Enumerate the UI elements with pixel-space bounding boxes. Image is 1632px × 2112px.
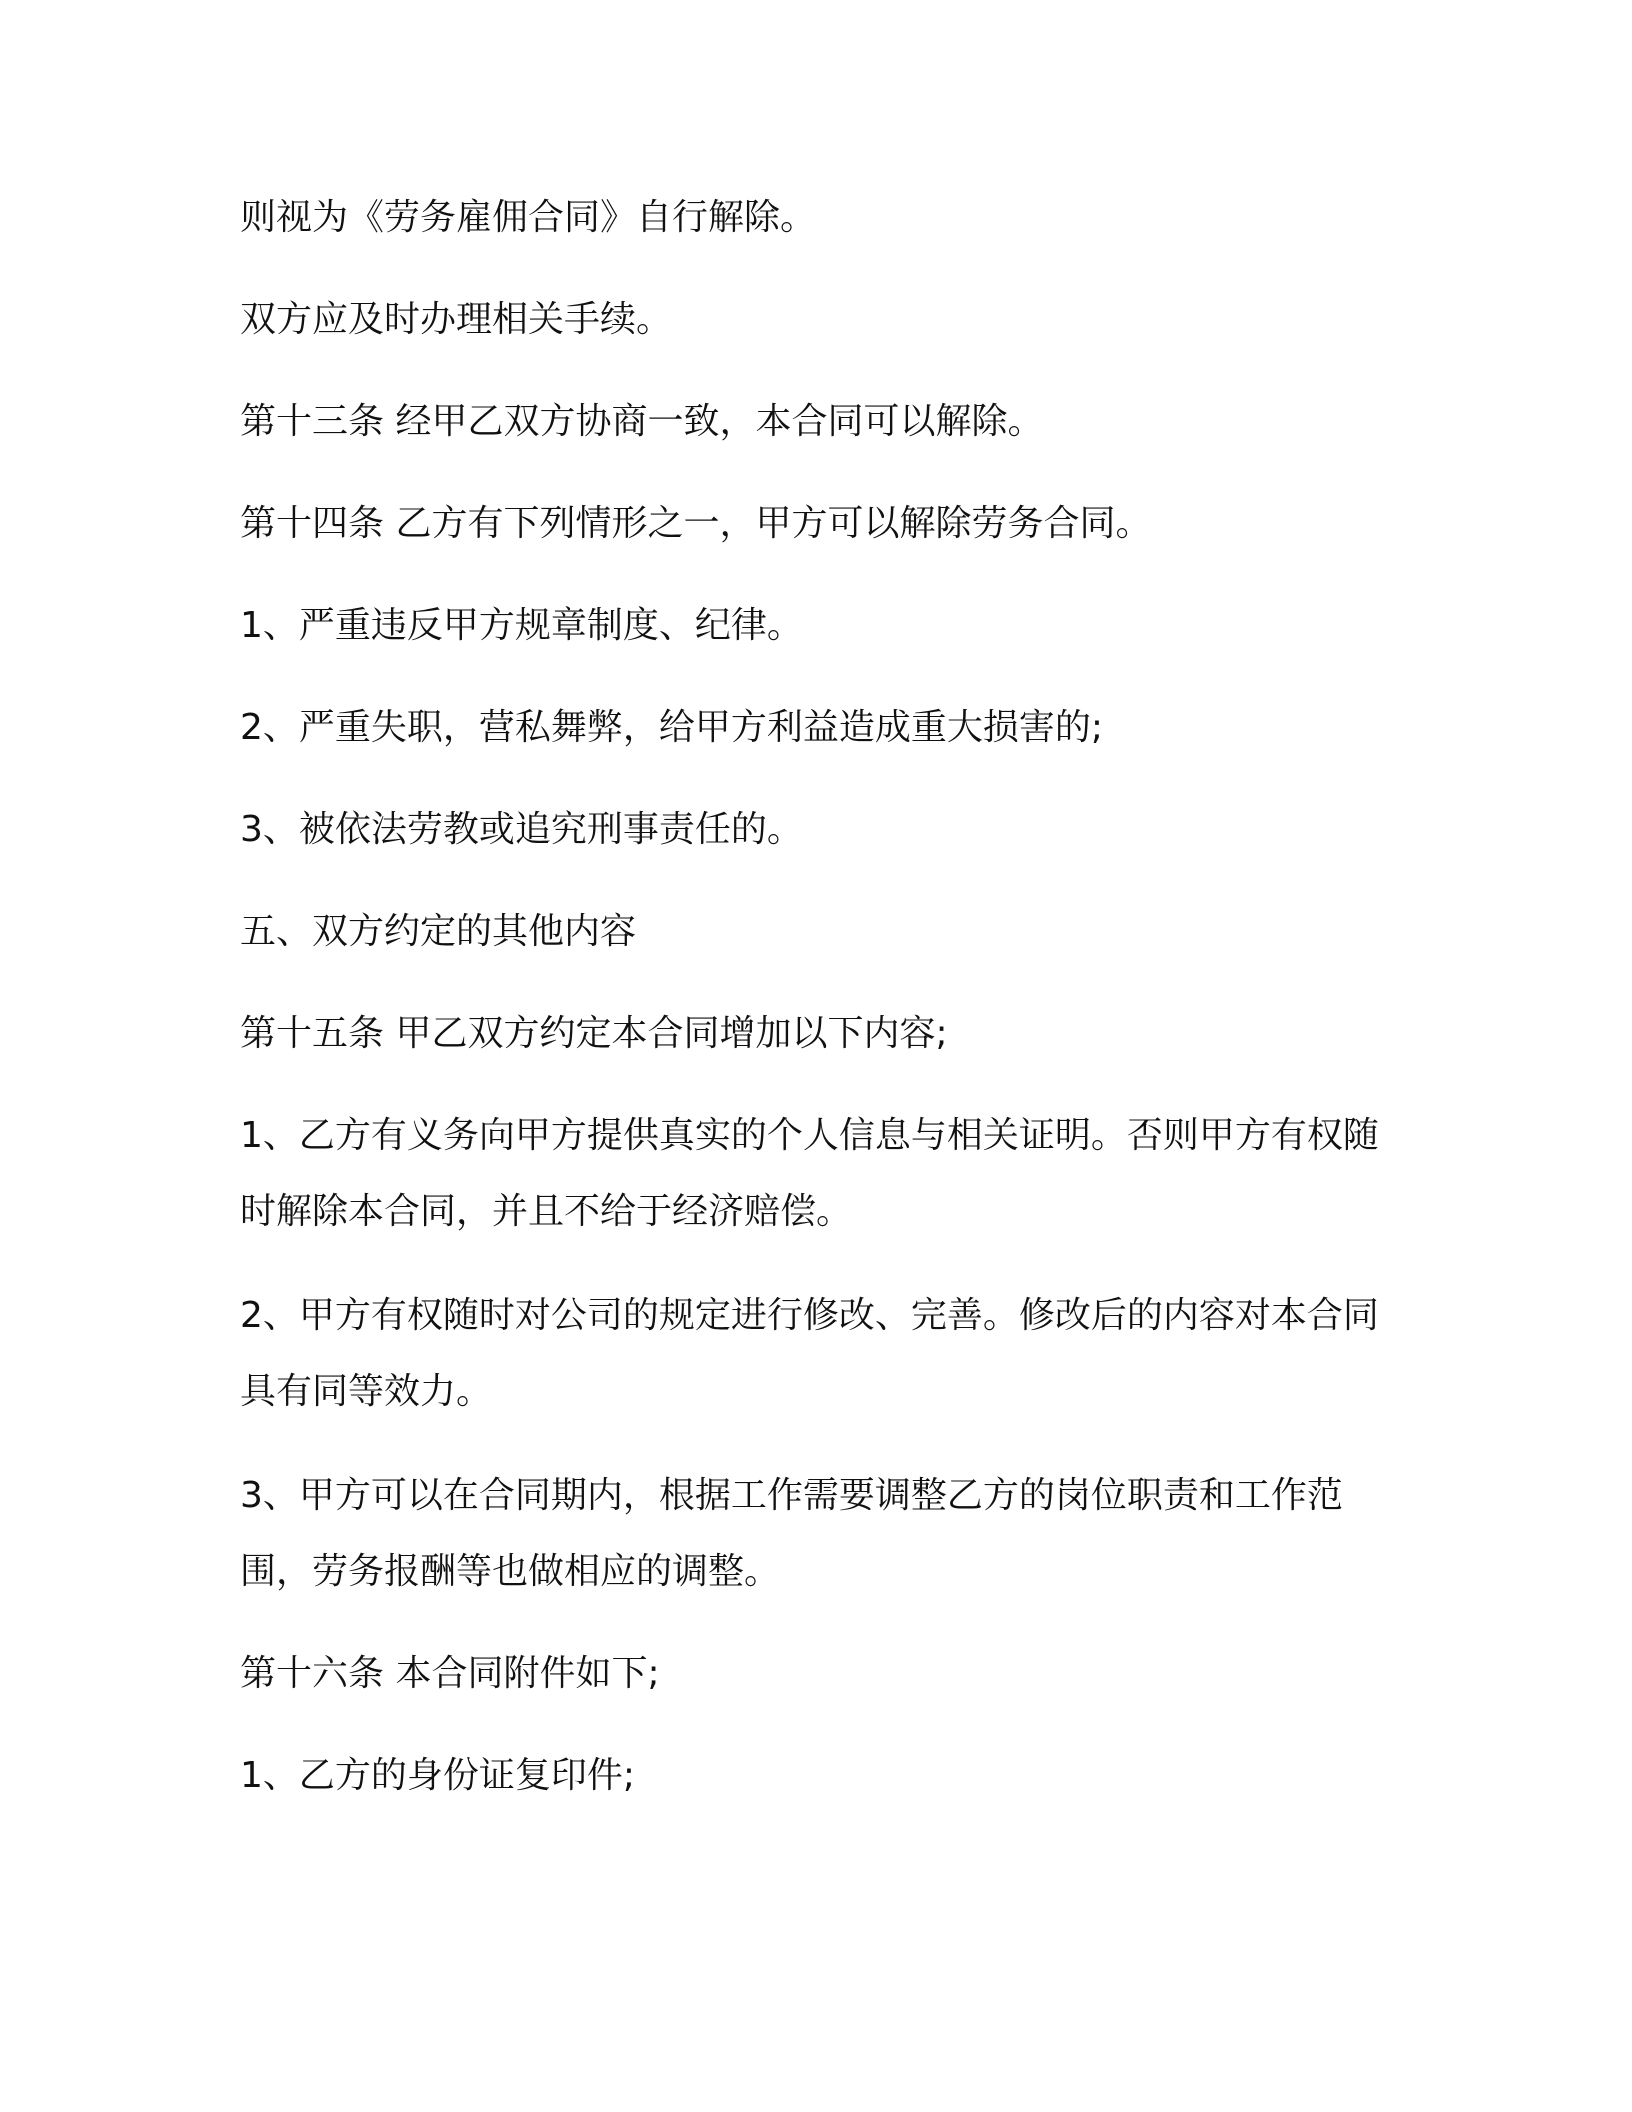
paragraph-art15-item-2: 2、甲方有权随时对公司的规定进行修改、完善。修改后的内容对本合同具有同等效力。 bbox=[240, 1295, 1379, 1412]
paragraph-article-15: 第十五条 甲乙双方约定本合同增加以下内容; bbox=[240, 1013, 948, 1054]
paragraph-item-2: 2、严重失职，营私舞弊，给甲方利益造成重大损害的; bbox=[240, 707, 1104, 748]
paragraph-article-16: 第十六条 本合同附件如下; bbox=[240, 1653, 660, 1694]
paragraph-item-3: 3、被依法劳教或追究刑事责任的。 bbox=[240, 809, 803, 850]
paragraph-article-13: 第十三条 经甲乙双方协商一致，本合同可以解除。 bbox=[240, 401, 1044, 442]
paragraph-art15-item-3: 3、甲方可以在合同期内，根据工作需要调整乙方的岗位职责和工作范围，劳务报酬等也做相应的调整。 bbox=[240, 1475, 1343, 1592]
paragraph-item-1: 1、严重违反甲方规章制度、纪律。 bbox=[240, 605, 803, 646]
paragraph-procedures: 双方应及时办理相关手续。 bbox=[240, 299, 673, 340]
paragraph-contract-termination: 则视为《劳务雇佣合同》自行解除。 bbox=[240, 197, 817, 238]
paragraph-article-14: 第十四条 乙方有下列情形之一，甲方可以解除劳务合同。 bbox=[240, 503, 1152, 544]
paragraph-art15-item-1: 1、乙方有义务向甲方提供真实的个人信息与相关证明。否则甲方有权随时解除本合同，并且不给于经济赔偿。 bbox=[240, 1115, 1379, 1232]
paragraph-art16-item-1: 1、乙方的身份证复印件; bbox=[240, 1755, 636, 1796]
section-heading-5: 五、双方约定的其他内容 bbox=[240, 911, 637, 952]
